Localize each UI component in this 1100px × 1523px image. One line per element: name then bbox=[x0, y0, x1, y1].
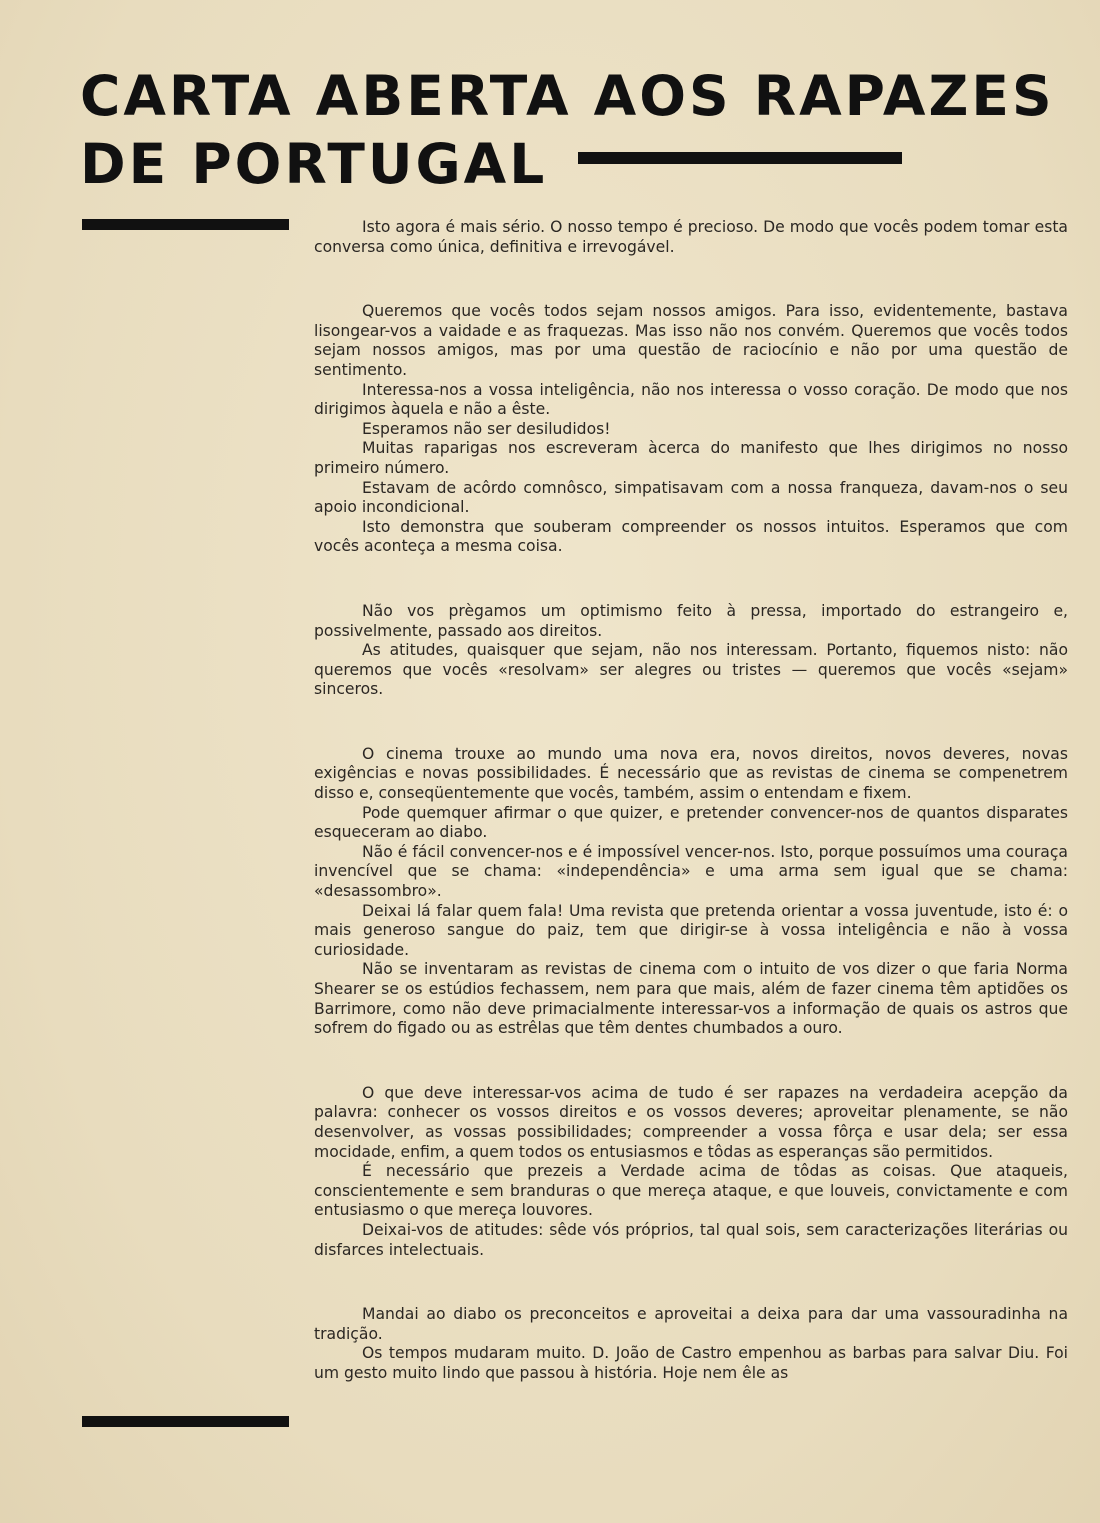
paragraph: Queremos que vocês todos sejam nossos amigos. Para isso, evidentemente, bastava lisongear-vos a vaidade e as fraquezas. Mas isso não nos convém. Queremos que vocês todos sejam nossos amigos, mas por uma questão de raciocínio e não por uma questão de sentimento. bbox=[314, 302, 1068, 379]
paragraph: As atitudes, quaisquer que sejam, não nos interessam. Portanto, fiquemos nisto: não queremos que vocês «resolvam» ser alegres ou tristes — queremos que vocês «sejam» sinceros. bbox=[314, 641, 1068, 699]
section-5 bbox=[314, 1084, 1068, 1260]
title-rule bbox=[578, 152, 902, 164]
paragraph: Não se inventaram as revistas de cinema com o intuito de vos dizer o que faria Norma Shearer se os estúdios fechassem, nem para que mais, além de fazer cinema têm aptidões os Barrimore, como não deve primacialmente interessar-vos a informação de quais os astros que sofrem do figado ou as estrêlas que têm dentes chumbados a ouro. bbox=[314, 960, 1068, 1038]
paragraph: Não vos prègamos um optimismo feito à pressa, importado do estrangeiro e, possivelmente, passado aos direitos. bbox=[314, 601, 1068, 640]
paragraph: O cinema trouxe ao mundo uma nova era, novos direitos, novos deveres, novas exigências e novas possibilidades. É necessário que as revistas de cinema se compenetrem disso e, conseqüentemente que vocês, também, assim o entendam e fixem. bbox=[314, 744, 1068, 803]
section-1 bbox=[314, 218, 1068, 257]
article-body bbox=[314, 218, 1068, 1384]
paragraph: Os tempos mudaram muito. D. João de Castro empenhou as barbas para salvar Diu. Foi um gesto muito lindo que passou à história. Hoje nem êle as bbox=[314, 1344, 1068, 1382]
section-2 bbox=[314, 302, 1068, 557]
paragraph: Isto agora é mais sério. O nosso tempo é precioso. De modo que vocês podem tomar esta conversa como única, definitiva e irrevogável. bbox=[314, 218, 1068, 256]
paragraph: Estavam de acôrdo comnôsco, simpatisavam com a nossa franqueza, davam-nos o seu apoio incondicional. bbox=[314, 478, 1068, 517]
left-rule-bottom bbox=[82, 1416, 289, 1427]
paragraph: Isto demonstra que souberam compreender os nossos intuitos. Esperamos que com vocês aconteça a mesma coisa. bbox=[314, 517, 1068, 556]
article-title bbox=[80, 62, 1055, 198]
paragraph: Deixai-vos de atitudes: sêde vós próprios, tal qual sois, sem caracterizações literárias ou disfarces intelectuais. bbox=[314, 1220, 1068, 1259]
paragraph: O que deve interessar-vos acima de tudo é ser rapazes na verdadeira acepção da palavra: conhecer os vossos direitos e os vossos deveres; aproveitar plenamente, se não desenvolver, as vossas possibilidades; compreender a vossa fôrça e usar dela; ser essa mocidade, enfim, a quem todos os entusiasmos e tôdas as esperanças são permitidos. bbox=[314, 1083, 1068, 1161]
section-6 bbox=[314, 1305, 1068, 1383]
left-rule-top bbox=[82, 219, 289, 230]
paragraph: É necessário que prezeis a Verdade acima de tôdas as coisas. Que ataqueis, conscientemente e sem branduras o que mereça ataque, e que louveis, convictamente e com entusiasmo o que mereça louvores. bbox=[314, 1162, 1068, 1220]
section-3 bbox=[314, 602, 1068, 700]
title-line-1: CARTA ABERTA AOS RAPAZES bbox=[80, 64, 1055, 128]
paragraph: Mandai ao diabo os preconceitos e aproveitai a deixa para dar uma vassouradinha na tradição. bbox=[314, 1305, 1068, 1343]
paragraph: Esperamos não ser desiludidos! bbox=[362, 419, 611, 438]
paragraph: Muitas raparigas nos escreveram àcerca do manifesto que lhes dirigimos no nosso primeiro número. bbox=[314, 439, 1068, 477]
paragraph: Interessa-nos a vossa inteligência, não nos interessa o vosso coração. De modo que nos dirigimos àquela e não a êste. bbox=[314, 380, 1068, 419]
paragraph: Não é fácil convencer-nos e é impossível vencer-nos. Isto, porque possuímos uma couraça invencível que se chama: «independência» e uma arma sem igual que se chama: «desassombro». bbox=[314, 842, 1068, 901]
section-4 bbox=[314, 745, 1068, 1039]
paragraph: Pode quemquer afirmar o que quizer, e pretender convencer-nos de quantos disparates esqueceram ao diabo. bbox=[314, 803, 1068, 842]
paragraph: Deixai lá falar quem fala! Uma revista que pretenda orientar a vossa juventude, isto é: o mais generoso sangue do paiz, tem que dirigir-se à vossa inteligência e não à vossa curiosidade. bbox=[314, 901, 1068, 959]
title-line-2: DE PORTUGAL bbox=[80, 132, 548, 196]
